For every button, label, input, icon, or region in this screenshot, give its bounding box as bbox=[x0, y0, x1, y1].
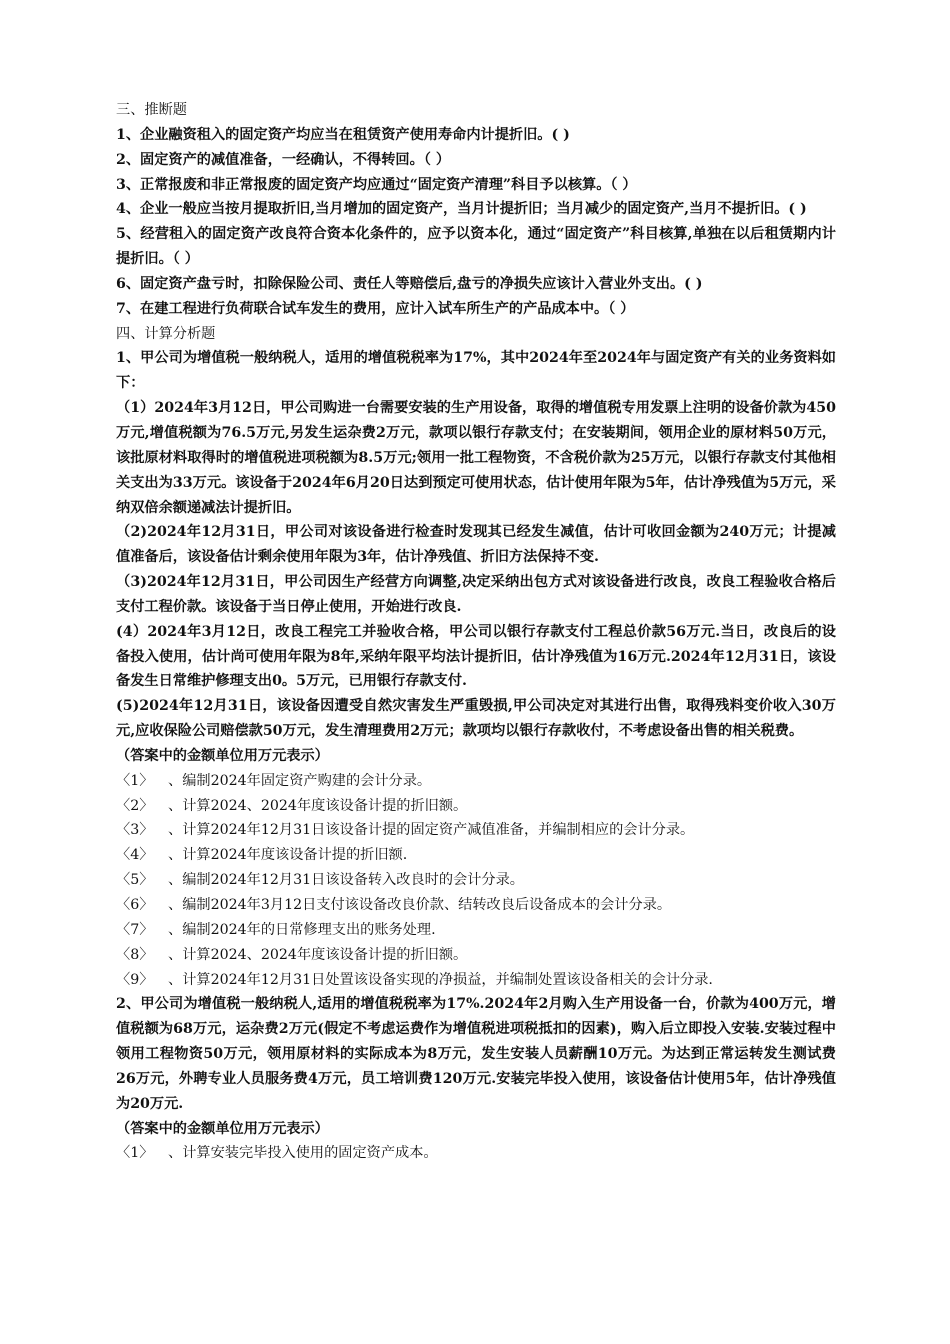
sub-number: 〈7〉 bbox=[116, 921, 154, 938]
question-1-sub-2 bbox=[116, 794, 836, 819]
question-1-sub-8 bbox=[116, 943, 836, 968]
question-1-sub-5 bbox=[116, 868, 836, 893]
sub-number: 〈6〉 bbox=[116, 897, 154, 913]
sub-text: 、编制2024年的日常修理支出的账务处理. bbox=[168, 921, 436, 938]
sub-number: 〈3〉 bbox=[116, 822, 154, 839]
document-page bbox=[116, 98, 836, 1166]
judgment-item-3: 3、正常报废和非正常报废的固定资产均应通过“固定资产清理”科目予以核算。（ ） bbox=[116, 176, 637, 193]
sub-number: 〈1〉 bbox=[116, 1145, 154, 1162]
question-1-sub-3 bbox=[116, 818, 836, 843]
question-1-paragraph-4: (4）2024年3月12日，改良工程完工并验收合格，甲公司以银行存款支付工程总价款56万元.当日，改良后的设备投入使用，估计尚可使用年限为8年,采纳年限平均法计提折旧，估计净残值为16万元.2024年12月31日，该设备发生日常维护修理支出0。5万元，已用银行存款支付. bbox=[116, 623, 836, 690]
sub-number: 〈9〉 bbox=[116, 971, 154, 988]
question-1-intro: 1、甲公司为增值税一般纳税人，适用的增值税税率为17%，其中2024年至2024年与固定资产有关的业务资料如下： bbox=[116, 350, 836, 392]
judgment-item-1: 1、企业融资租入的固定资产均应当在租赁资产使用寿命内计提折旧。( ) bbox=[116, 126, 570, 143]
question-1-paragraph-2: （2)2024年12月31日，甲公司对该设备进行检查时发现其已经发生减值，估计可收回金额为240万元；计提减值准备后，该设备估计剩余使用年限为3年，估计净残值、折旧方法保持不变. bbox=[116, 524, 836, 566]
question-2-sub-1 bbox=[116, 1141, 836, 1166]
judgment-item-7: 7、在建工程进行负荷联合试车发生的费用，应计入试车所生产的产品成本中。（ ） bbox=[116, 300, 635, 317]
judgment-item-2: 2、固定资产的减值准备，一经确认，不得转回。（ ） bbox=[116, 151, 451, 168]
question-2-unit-note: （答案中的金额单位用万元表示） bbox=[116, 1120, 329, 1137]
question-2-intro: 2、甲公司为增值税一般纳税人,适用的增值税税率为17%.2024年2月购入生产用设备一台，价款为400万元，增值税额为68万元，运杂费2万元(假定不考虑运费作为增值税进项税抵扣的因素)，购入后立即投入安装.安装过程中领用工程物资50万元，领用原材料的实际成本为8万元，发生安装人员薪酬10万元。为达到正常运转发生测试费26万元，外聘专业人员服务费4万元，员工培训费120万元.安装完毕投入使用，该设备估计使用5年，估计净残值为20万元. bbox=[116, 996, 836, 1112]
sub-text: 、计算2024、2024年度该设备计提的折旧额。 bbox=[168, 946, 468, 963]
question-1-sub-1 bbox=[116, 769, 836, 794]
sub-number: 〈5〉 bbox=[116, 872, 154, 889]
section-heading-judgment: 三、推断题 bbox=[116, 102, 187, 118]
section-heading-calculation: 四、计算分析题 bbox=[116, 325, 216, 342]
question-1-paragraph-3: （3)2024年12月31日，甲公司因生产经营方向调整,决定采纳出包方式对该设备进行改良，改良工程验收合格后支付工程价款。该设备于当日停止使用，开始进行改良. bbox=[116, 574, 836, 615]
sub-text: 、计算2024年12月31日该设备计提的固定资产减值准备，并编制相应的会计分录。 bbox=[168, 822, 695, 839]
sub-number: 〈1〉 bbox=[116, 772, 154, 789]
question-1-paragraph-1: （1）2024年3月12日，甲公司购进一台需要安装的生产用设备，取得的增值税专用发票上注明的设备价款为450万元,增值税额为76.5万元,另发生运杂费2万元，款项以银行存款支付；在安装期间，领用企业的原材料50万元，该批原材料取得时的增值税进项税额为8.5万元;领用一批工程物资，不含税价款为25万元，以银行存款支付其他相关支出为33万元。该设备于2024年6月20日达到预定可使用状态，估计使用年限为5年，估计净残值为5万元，采纳双倍余额递减法计提折旧。 bbox=[116, 400, 836, 516]
judgment-item-4: 4、企业一般应当按月提取折旧,当月增加的固定资产，当月计提折旧；当月减少的固定资产,当月不提折旧。( ) bbox=[116, 201, 807, 218]
sub-number: 〈2〉 bbox=[116, 797, 154, 814]
question-1-sub-4 bbox=[116, 843, 836, 868]
question-1-sub-9 bbox=[116, 968, 836, 993]
sub-number: 〈4〉 bbox=[116, 847, 154, 864]
judgment-item-6: 6、固定资产盘亏时，扣除保险公司、责任人等赔偿后,盘亏的净损失应该计入营业外支出。( ) bbox=[116, 275, 703, 292]
question-1-unit-note: （答案中的金额单位用万元表示） bbox=[116, 747, 329, 764]
question-1-sub-7 bbox=[116, 918, 836, 943]
sub-text: 、计算2024年12月31日处置该设备实现的净损益，并编制处置该设备相关的会计分录. bbox=[168, 971, 713, 988]
sub-text: 、编制2024年12月31日该设备转入改良时的会计分录。 bbox=[168, 872, 524, 889]
question-1-sub-6 bbox=[116, 893, 836, 918]
sub-text: 、计算2024年度该设备计提的折旧额. bbox=[168, 847, 408, 864]
sub-number: 〈8〉 bbox=[116, 946, 154, 963]
question-1-paragraph-5: (5)2024年12月31日，该设备因遭受自然灾害发生严重毁损,甲公司决定对其进行出售，取得残料变价收入30万元,应收保险公司赔偿款50万元，发生清理费用2万元；款项均以银行存款收付，不考虑设备出售的相关税费。 bbox=[116, 698, 836, 740]
sub-text: 、编制2024年固定资产购建的会计分录。 bbox=[168, 772, 432, 789]
judgment-item-5: 5、经营租入的固定资产改良符合资本化条件的，应予以资本化，通过“固定资产”科目核算,单独在以后租赁期内计提折旧。（ ） bbox=[116, 226, 836, 268]
sub-text: 、计算安装完毕投入使用的固定资产成本。 bbox=[168, 1145, 438, 1162]
sub-text: 、计算2024、2024年度该设备计提的折旧额。 bbox=[168, 797, 468, 814]
sub-text: 、编制2024年3月12日支付该设备改良价款、结转改良后设备成本的会计分录。 bbox=[168, 897, 672, 913]
